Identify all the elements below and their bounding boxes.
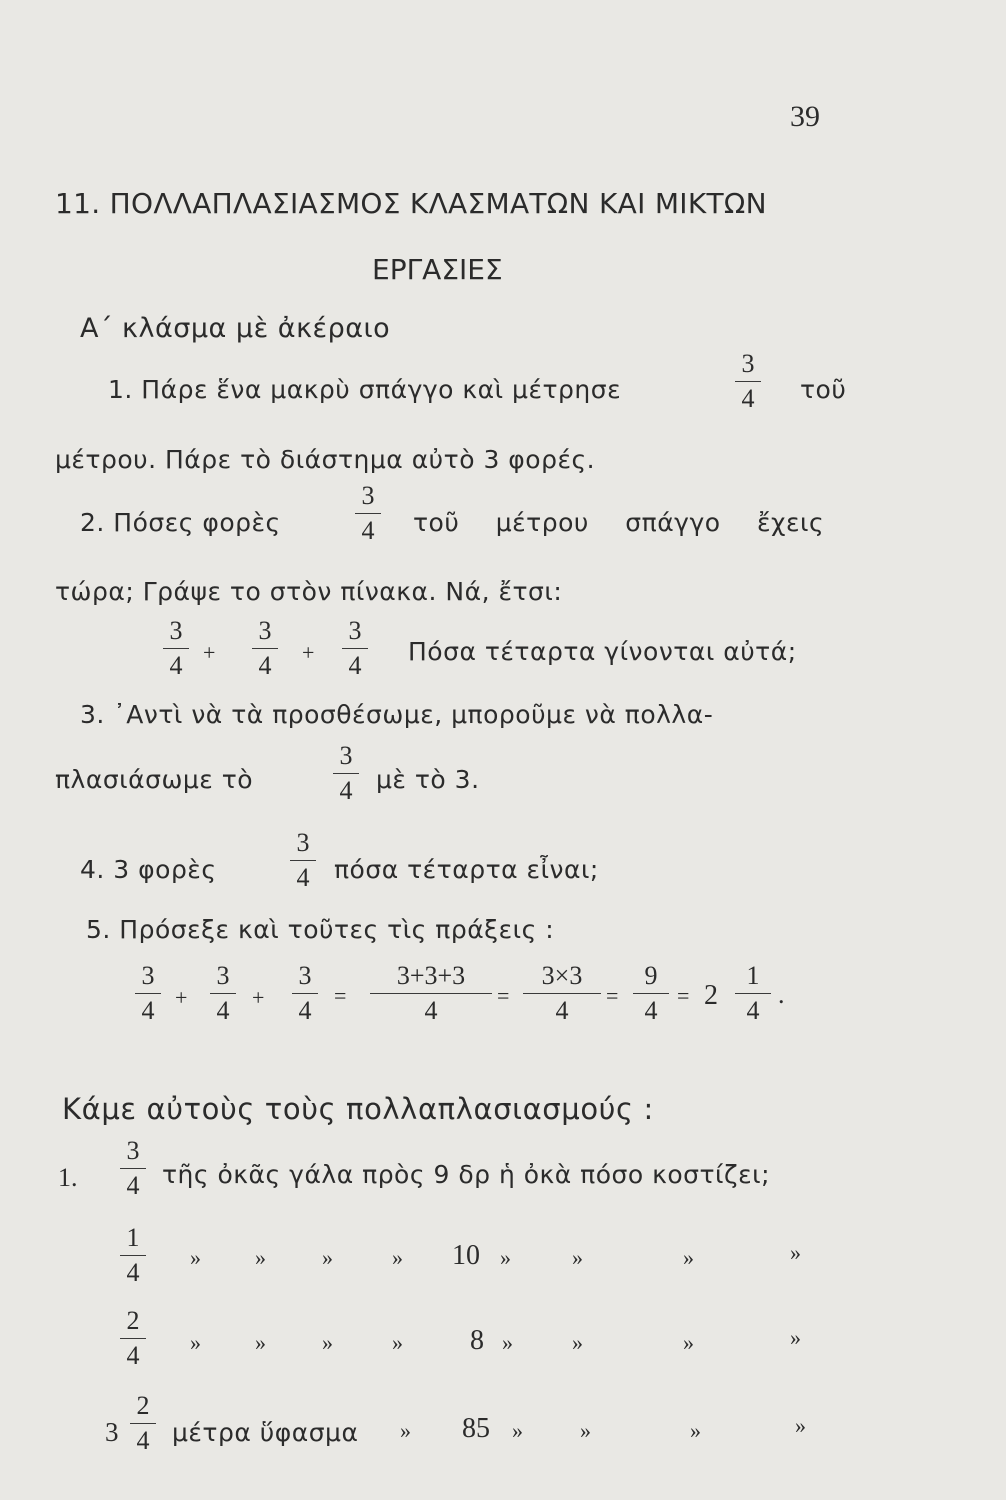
item1-fraction — [735, 351, 761, 412]
equals-sign: = — [606, 983, 619, 1008]
fraction-numerator: 2 — [136, 1391, 150, 1420]
fraction-denominator: 4 — [741, 384, 755, 413]
eq-fraction-4 — [370, 963, 492, 1024]
ditto-mark: » — [322, 1245, 333, 1270]
fraction-bar — [342, 648, 368, 649]
fraction-numerator: 3 — [296, 828, 310, 857]
fraction-numerator: 3 — [741, 349, 755, 378]
fraction-numerator: 1 — [126, 1223, 140, 1252]
ditto-mark: » — [392, 1245, 403, 1270]
row2-fraction — [120, 1225, 146, 1286]
ditto-mark: » — [572, 1245, 583, 1270]
fraction-numerator: 3+3+3 — [396, 961, 466, 990]
ditto-mark: » — [502, 1330, 513, 1355]
sum-fraction-2 — [252, 618, 278, 679]
fraction-numerator: 3 — [169, 616, 183, 645]
fraction-bar — [130, 1423, 156, 1424]
eq-fraction-6 — [633, 963, 669, 1024]
eq-fraction-1 — [135, 963, 161, 1024]
ditto-mark: » — [690, 1418, 701, 1443]
fraction-numerator: 1 — [746, 961, 760, 990]
row4-fraction — [130, 1393, 156, 1454]
fraction-denominator: 4 — [258, 651, 272, 680]
fraction-bar — [735, 381, 761, 382]
fraction-denominator: 4 — [348, 651, 362, 680]
ditto-mark: » — [190, 1245, 201, 1270]
subsection-heading: Α΄ κλάσμα μὲ ἀκέραιο — [80, 313, 391, 344]
fraction-numerator: 3 — [361, 481, 375, 510]
item3-fraction — [333, 743, 359, 804]
exercises-heading: Κάμε αὐτοὺς τοὺς πολλαπλασιασμούς : — [62, 1092, 654, 1126]
item1-line2: μέτρου. Πάρε τὸ διάστημα αὐτὸ 3 φορές. — [55, 445, 596, 474]
sum-fraction-3 — [342, 618, 368, 679]
item1-text: 1. Πάρε ἕνα μακρὺ σπάγγο καὶ μέτρησε — [108, 375, 622, 404]
fraction-bar — [120, 1255, 146, 1256]
fraction-denominator: 4 — [746, 996, 760, 1025]
fraction-numerator: 3 — [126, 1136, 140, 1165]
fraction-numerator: 3 — [141, 961, 155, 990]
ditto-mark: » — [580, 1418, 591, 1443]
fraction-bar — [735, 993, 771, 994]
fraction-denominator: 4 — [296, 863, 310, 892]
ditto-mark: » — [790, 1325, 801, 1350]
ditto-mark: » — [512, 1418, 523, 1443]
fraction-numerator: 3 — [216, 961, 230, 990]
ditto-mark: » — [400, 1418, 411, 1443]
chapter-title: 11. ΠΟΛΛΑΠΛΑΣΙΑΣΜΟΣ ΚΛΑΣΜΑΤΩΝ ΚΑΙ ΜΙΚΤΩΝ — [55, 187, 767, 220]
fraction-denominator: 4 — [644, 996, 658, 1025]
ditto-mark: » — [190, 1330, 201, 1355]
fraction-bar — [120, 1168, 146, 1169]
ditto-mark: » — [795, 1413, 806, 1438]
fraction-denominator: 4 — [339, 776, 353, 805]
plus-sign: + — [175, 985, 188, 1010]
row3-value: 8 — [470, 1325, 484, 1356]
section-title: ΕΡΓΑΣΙΕΣ — [372, 253, 503, 286]
item4-end: πόσα τέταρτα εἶναι; — [334, 855, 599, 884]
plus-sign: + — [203, 640, 216, 665]
plus-sign: + — [252, 985, 265, 1010]
item2-start: 2. Πόσες φορὲς — [80, 508, 281, 537]
fraction-bar — [292, 993, 318, 994]
eq-fraction-3 — [292, 963, 318, 1024]
row4-whole: 3 — [105, 1417, 119, 1447]
fraction-bar — [355, 513, 381, 514]
fraction-denominator: 4 — [424, 996, 438, 1025]
item1-end: τοῦ — [800, 375, 847, 404]
fraction-bar — [252, 648, 278, 649]
ditto-mark: » — [322, 1330, 333, 1355]
item3-line2-start: πλασιάσωμε τὸ — [55, 765, 254, 794]
exercise-number: 1. — [58, 1163, 78, 1192]
row1-text: τῆς ὀκᾶς γάλα πρὸς 9 δρ ἡ ὀκὰ πόσο κοστίζει; — [162, 1160, 770, 1189]
eq-fraction-5 — [523, 963, 601, 1024]
item2-fraction — [355, 483, 381, 544]
fraction-numerator: 9 — [644, 961, 658, 990]
fraction-bar — [210, 993, 236, 994]
ditto-mark: » — [500, 1245, 511, 1270]
item5-text: 5. Πρόσεξε καὶ τοῦτες τὶς πράξεις : — [86, 915, 555, 944]
row1-fraction — [120, 1138, 146, 1199]
fraction-bar — [290, 860, 316, 861]
row2-value: 10 — [452, 1240, 480, 1271]
ditto-mark: » — [683, 1330, 694, 1355]
fraction-bar — [163, 648, 189, 649]
eq-fraction-2 — [210, 963, 236, 1024]
fraction-numerator: 3 — [339, 741, 353, 770]
row3-fraction — [120, 1308, 146, 1369]
plus-sign: + — [302, 640, 315, 665]
fraction-numerator: 3 — [298, 961, 312, 990]
fraction-denominator: 4 — [126, 1171, 140, 1200]
item3-line2-end: μὲ τὸ 3. — [376, 765, 480, 794]
fraction-bar — [633, 993, 669, 994]
fraction-bar — [120, 1338, 146, 1339]
equals-sign: = — [334, 983, 347, 1008]
item3-line1: 3. ᾿Αντὶ νὰ τὰ προσθέσωμε, μποροῦμε νὰ πολλα- — [80, 700, 714, 729]
fraction-numerator: 3×3 — [541, 961, 583, 990]
row4-value: 85 — [462, 1413, 490, 1444]
sum-question: Πόσα τέταρτα γίνονται αὐτά; — [408, 637, 797, 666]
fraction-denominator: 4 — [216, 996, 230, 1025]
row4-text: μέτρα ὕφασμα — [172, 1418, 359, 1447]
fraction-bar — [135, 993, 161, 994]
ditto-mark: » — [255, 1245, 266, 1270]
fraction-denominator: 4 — [126, 1258, 140, 1287]
fraction-denominator: 4 — [555, 996, 569, 1025]
item4-fraction — [290, 830, 316, 891]
equals-sign: = — [497, 983, 510, 1008]
sum-fraction-1 — [163, 618, 189, 679]
ditto-mark: » — [392, 1330, 403, 1355]
fraction-numerator: 3 — [348, 616, 362, 645]
ditto-mark: » — [790, 1240, 801, 1265]
fraction-denominator: 4 — [136, 1426, 150, 1455]
fraction-denominator: 4 — [298, 996, 312, 1025]
ditto-mark: » — [683, 1245, 694, 1270]
item2-mid: τοῦ μέτρου σπάγγο ἔχεις — [413, 508, 825, 537]
fraction-bar — [333, 773, 359, 774]
fraction-numerator: 2 — [126, 1306, 140, 1335]
fraction-denominator: 4 — [141, 996, 155, 1025]
item4-start: 4. 3 φορὲς — [80, 855, 217, 884]
fraction-bar — [370, 993, 492, 994]
fraction-numerator: 3 — [258, 616, 272, 645]
item2-line2: τώρα; Γράψε το στὸν πίνακα. Νά, ἔτσι: — [55, 577, 563, 606]
mixed-whole: 2 — [704, 980, 718, 1011]
fraction-denominator: 4 — [361, 516, 375, 545]
equals-sign: = — [677, 983, 690, 1008]
ditto-mark: » — [255, 1330, 266, 1355]
fraction-bar — [523, 993, 601, 994]
fraction-denominator: 4 — [169, 651, 183, 680]
ditto-mark: » — [572, 1330, 583, 1355]
period: . — [778, 980, 785, 1009]
eq-fraction-7 — [735, 963, 771, 1024]
page-number: 39 — [790, 100, 820, 133]
fraction-denominator: 4 — [126, 1341, 140, 1370]
